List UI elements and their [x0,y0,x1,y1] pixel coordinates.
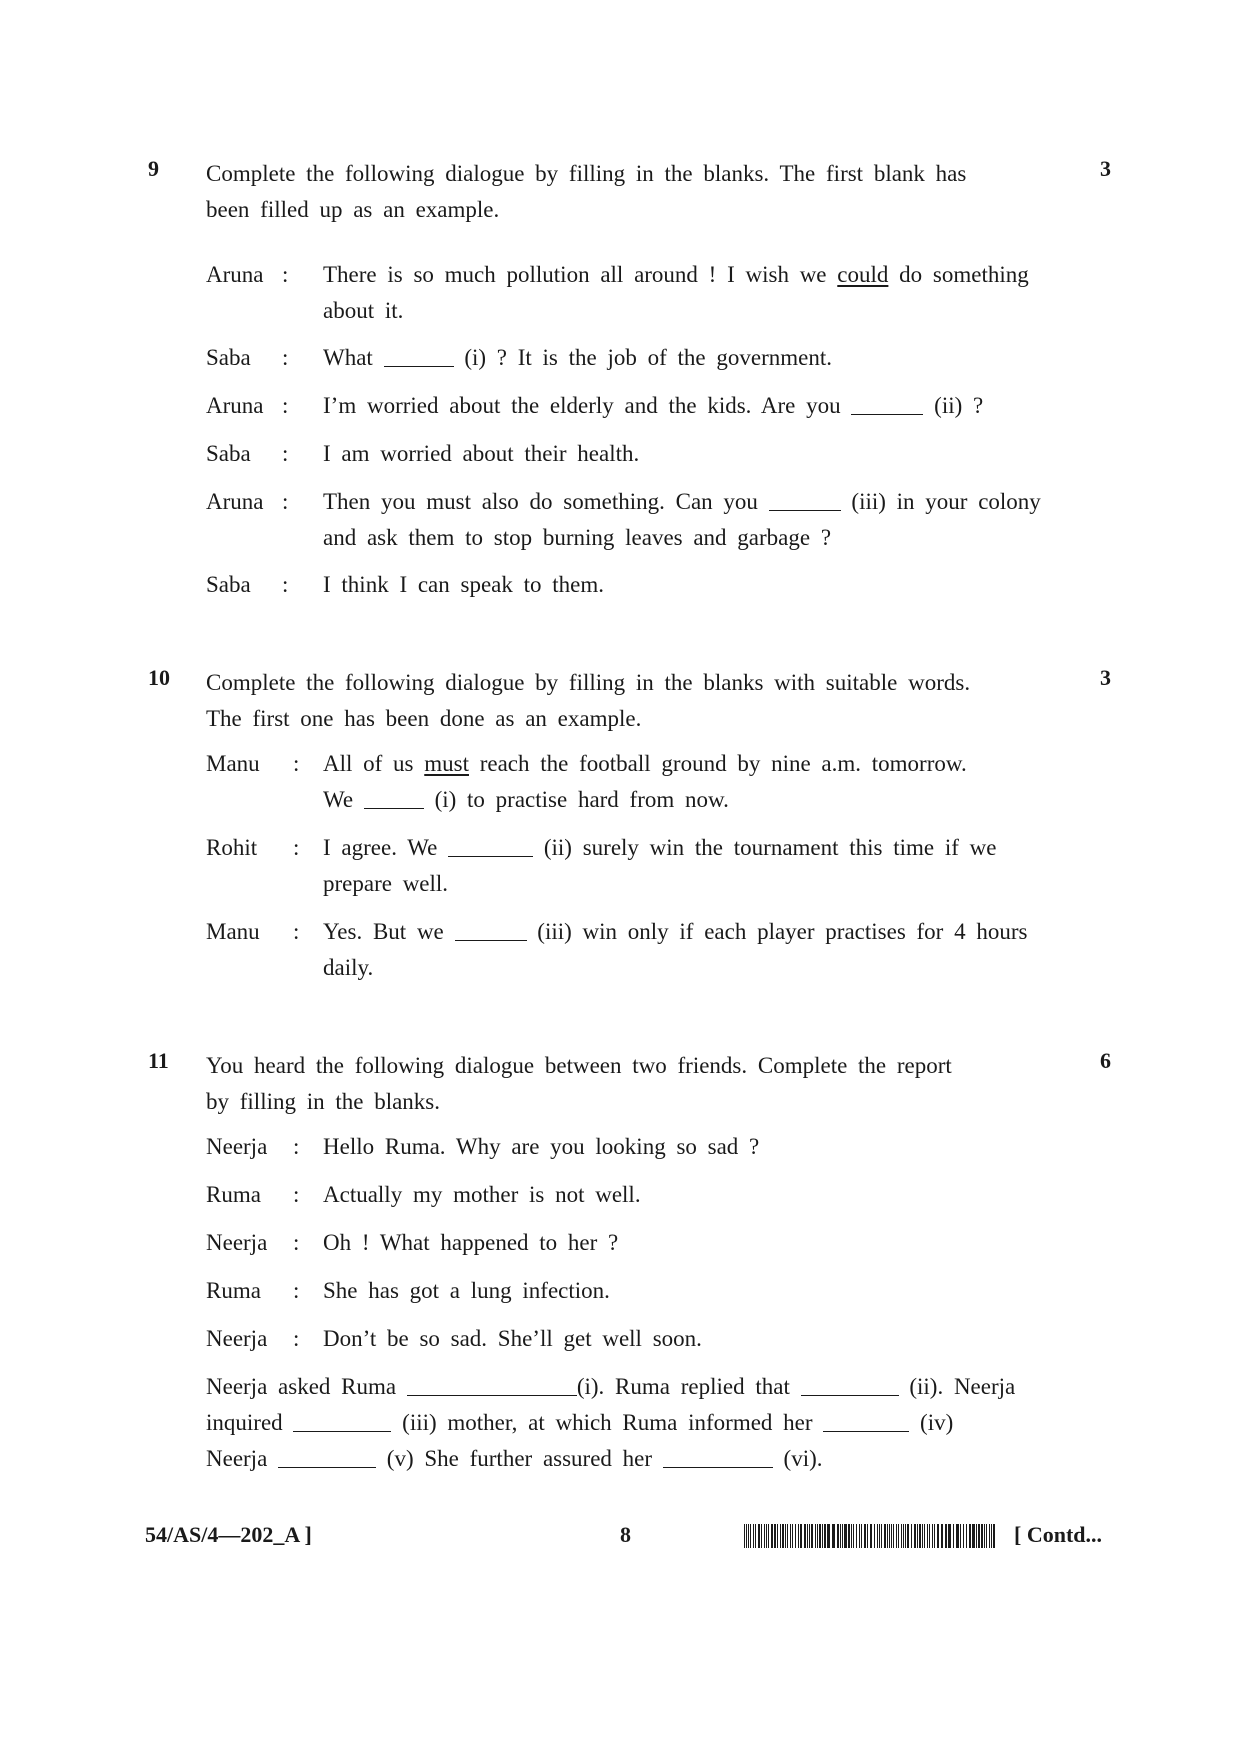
question-marks: 3 [1100,665,1111,690]
answer-blank[interactable] [384,344,454,367]
question-marks: 6 [1100,1048,1111,1073]
colon: : [293,919,300,944]
instruction-line: Complete the following dialogue by filling in the blanks. The first blank has [206,161,967,186]
question-number: 9 [148,156,159,181]
dialogue-text: I’m worried about the elderly and the kids. Are you (ii) ? [323,393,984,418]
colon: : [293,1278,300,1303]
answer-blank[interactable] [407,1373,577,1396]
colon: : [282,572,289,597]
instruction-line: The first one has been done as an example. [206,706,642,731]
instruction-line: by filling in the blanks. [206,1089,441,1114]
colon: : [282,393,289,418]
dialogue-text: Yes. But we (iii) win only if each player practises for 4 hours daily. [323,919,1028,980]
answer-blank[interactable] [851,392,923,415]
answer-blank[interactable] [663,1445,773,1468]
dialogue-text: Hello Ruma. Why are you looking so sad ? [323,1134,760,1159]
answer-blank[interactable] [769,488,841,511]
colon: : [293,1182,300,1207]
speaker: Neerja [206,1326,268,1351]
question-number: 10 [148,665,170,690]
colon: : [293,1230,300,1255]
dialogue-text: Oh ! What happened to her ? [323,1230,619,1255]
page-number: 8 [620,1522,631,1547]
dialogue-text: She has got a lung infection. [323,1278,610,1303]
dialogue-text: Actually my mother is not well. [323,1182,641,1207]
colon: : [293,1326,300,1351]
speaker: Manu [206,751,260,776]
report-paragraph: Neerja asked Ruma (i). Ruma replied that (ii). Neerja inquired (iii) mother, at which Ruma informed her (iv) Neerja (v) She further assured her (vi). [206,1374,1016,1471]
answer-blank[interactable] [801,1373,899,1396]
answer-blank[interactable] [293,1409,391,1432]
dialogue-text: I am worried about their health. [323,441,640,466]
speaker: Ruma [206,1278,261,1303]
instruction-line: Complete the following dialogue by filling in the blanks with suitable words. [206,670,971,695]
dialogue-text: There is so much pollution all around ! I wish we could do something about it. [323,262,1029,323]
speaker: Rohit [206,835,258,860]
speaker: Saba [206,345,251,370]
example-answer: could [837,262,889,287]
colon: : [282,345,289,370]
question-instruction [206,1048,1046,1120]
answer-blank[interactable] [823,1409,909,1432]
colon: : [282,262,289,287]
speaker: Ruma [206,1182,261,1207]
question-instruction [206,665,1046,737]
colon: : [282,489,289,514]
question-marks: 3 [1100,156,1111,181]
instruction-line: You heard the following dialogue between two friends. Complete the report [206,1053,952,1078]
dialogue-text: Don’t be so sad. She’ll get well soon. [323,1326,702,1351]
colon: : [282,441,289,466]
answer-blank[interactable] [448,834,533,857]
continued-label: [ Contd... [1014,1522,1103,1547]
speaker: Aruna [206,262,264,287]
speaker: Aruna [206,489,264,514]
speaker: Manu [206,919,260,944]
question-number: 11 [148,1048,169,1073]
dialogue-text: I think I can speak to them. [323,572,605,597]
dialogue-text: Then you must also do something. Can you (iii) in your colony and ask them to stop burning leaves and garbage ? [323,489,1041,550]
speaker: Saba [206,441,251,466]
barcode-icon [744,1524,998,1548]
example-answer: must [424,751,469,776]
dialogue-text: I agree. We (ii) surely win the tournament this time if we prepare well. [323,835,997,896]
speaker: Saba [206,572,251,597]
dialogue-text: What (i) ? It is the job of the government. [323,345,832,370]
colon: : [293,835,300,860]
paper-code: 54/AS/4—202_A ] [145,1522,312,1547]
speaker: Aruna [206,393,264,418]
colon: : [293,751,300,776]
answer-blank[interactable] [278,1445,376,1468]
answer-blank[interactable] [455,918,527,941]
colon: : [293,1134,300,1159]
instruction-line: been filled up as an example. [206,197,500,222]
page-footer [0,1522,1241,1562]
answer-blank[interactable] [364,786,424,809]
speaker: Neerja [206,1230,268,1255]
question-instruction [206,156,1046,228]
speaker: Neerja [206,1134,268,1159]
dialogue-text: All of us must reach the football ground by nine a.m. tomorrow. We (i) to practise hard from now. [323,751,967,812]
